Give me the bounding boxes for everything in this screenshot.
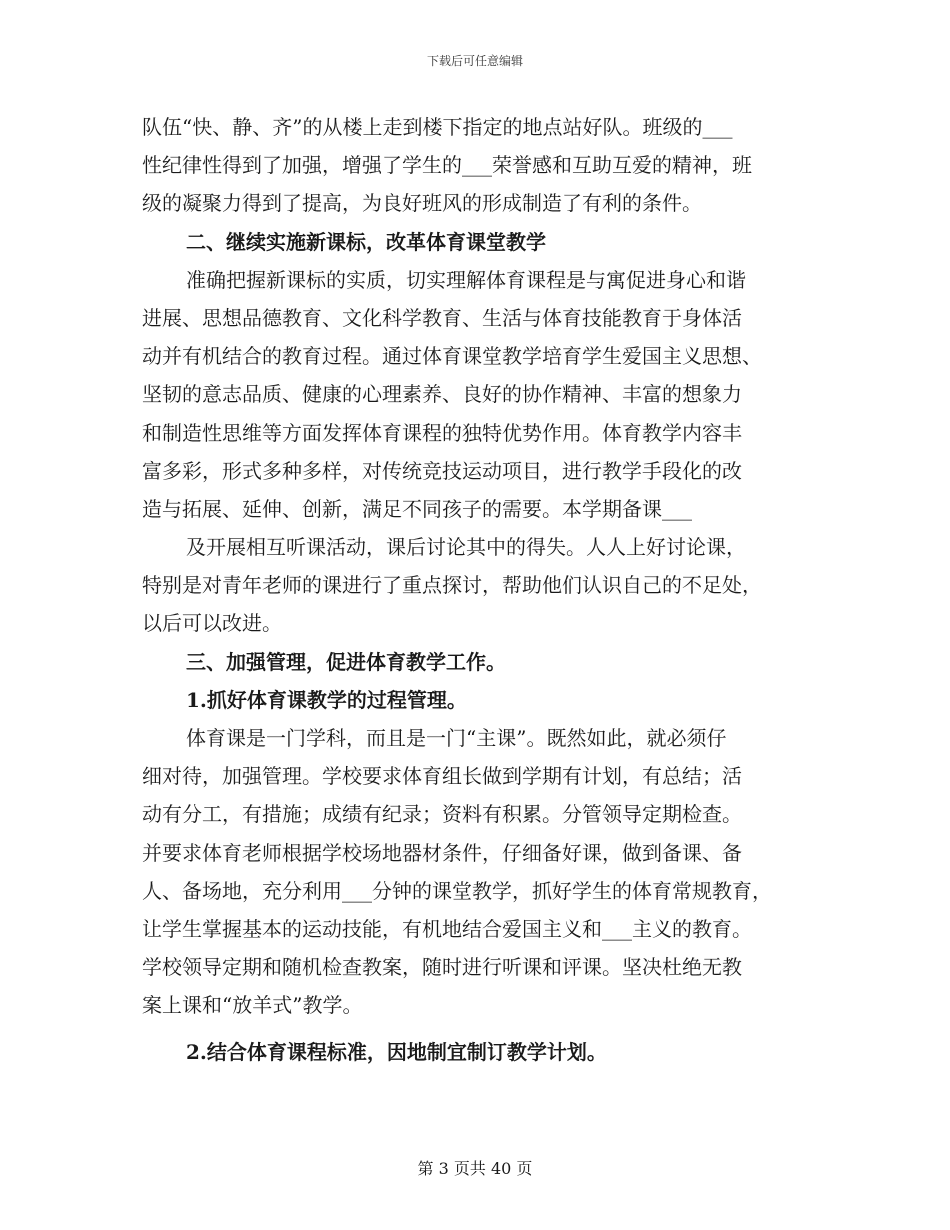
spacer — [142, 1025, 814, 1033]
body-line: 特别是对青年老师的课进行了重点探讨，帮助他们认识自己的不足处， — [142, 573, 762, 598]
page-number: 第 3 页共 40 页 — [417, 1159, 533, 1178]
subsection-heading: 1.抓好体育课教学的过程管理。 — [186, 687, 467, 712]
body-line: 准确把握新课标的实质，切实理解体育课程是与寓促进身心和谐 — [186, 267, 746, 292]
body-line: 队伍“快、静、齐”的从楼上走到楼下指定的地点站好队。班级的___ — [142, 115, 733, 139]
body-line: 动有分工，有措施；成绩有纪录；资料有积累。分管领导定期检查。 — [142, 802, 742, 827]
body-line: 以后可以改进。 — [142, 611, 282, 636]
body-line: 性纪律性得到了加强，增强了学生的___荣誉感和互助互爱的精神，班 — [142, 153, 752, 178]
body-line: 案上课和“放羊式”教学。 — [142, 993, 363, 1018]
page-header: 下载后可任意编辑 — [426, 54, 523, 68]
body-line: 和制造性思维等方面发挥体育课程的独特优势作用。体育教学内容丰 — [142, 420, 742, 445]
body-line: 坚韧的意志品质、健康的心理素养、良好的协作精神、丰富的想象力 — [142, 382, 742, 407]
document-body — [142, 108, 814, 1071]
body-line: 细对待，加强管理。学校要求体育组长做到学期有计划，有总结；活 — [142, 764, 742, 789]
body-line: 进展、思想品德教育、文化科学教育、生活与体育技能教育于身体活 — [142, 305, 742, 330]
body-line: 让学生掌握基本的运动技能，有机地结合爱国主义和___主义的教育。 — [142, 916, 752, 941]
body-line: 级的凝聚力得到了提高，为良好班风的形成制造了有利的条件。 — [142, 191, 702, 216]
body-line: 造与拓展、延伸、创新，满足不同孩子的需要。本学期备课___ — [142, 496, 692, 521]
subsection-heading: 2.结合体育课程标准，因地制宜制订教学计划。 — [186, 1039, 607, 1064]
body-line: 及开展相互听课活动，课后讨论其中的得失。人人上好讨论课， — [186, 535, 746, 560]
body-line: 体育课是一门学科，而且是一门“主课”。既然如此，就必须仔 — [186, 726, 727, 750]
body-line: 富多彩，形式多种多样，对传统竞技运动项目，进行教学手段化的改 — [142, 458, 742, 483]
body-line: 动并有机结合的教育过程。通过体育课堂教学培育学生爱国主义思想、 — [142, 344, 762, 369]
body-line: 学校领导定期和随机检查教案，随时进行听课和评课。坚决杜绝无教 — [142, 955, 742, 980]
body-line: 并要求体育老师根据学校场地器材条件，仔细备好课，做到备课、备 — [142, 840, 742, 865]
section-heading: 二、继续实施新课标，改革体育课堂教学 — [186, 229, 546, 254]
body-line: 人、备场地，充分利用___分钟的课堂教学，抓好学生的体育常规教育， — [142, 878, 772, 903]
section-heading: 三、加强管理，促进体育教学工作。 — [186, 649, 506, 674]
